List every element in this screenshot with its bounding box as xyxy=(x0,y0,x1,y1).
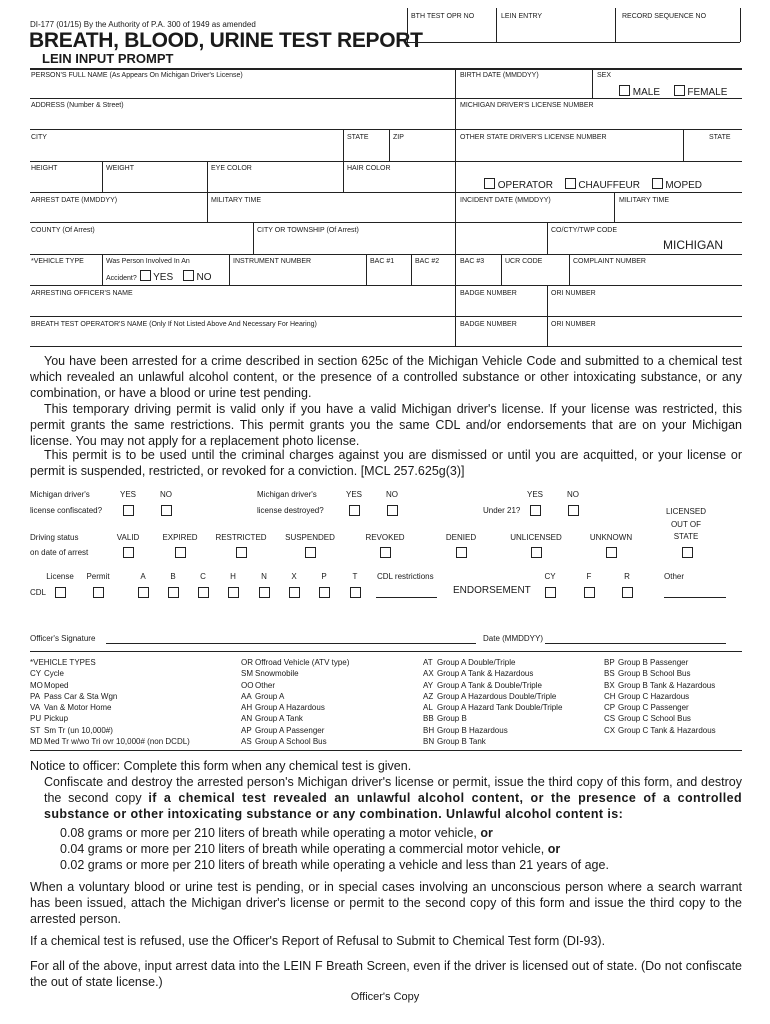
driving-status-label-2: on date of arrest xyxy=(30,548,89,557)
height-label: HEIGHT xyxy=(31,165,58,172)
endorse-f-label: F xyxy=(586,572,592,581)
moped-checkbox[interactable] xyxy=(652,178,663,189)
endorse-other-label: Other xyxy=(664,572,685,581)
code-desc: Group B xyxy=(437,714,467,724)
code-desc: Group A Double/Triple xyxy=(437,658,516,667)
code-key: CP xyxy=(604,703,616,713)
code-desc: Group B Hazardous xyxy=(437,725,508,735)
cdl-restrictions-input[interactable] xyxy=(376,597,437,598)
ori-label: ORI NUMBER xyxy=(551,290,596,297)
cdl-permit-checkbox[interactable] xyxy=(93,587,104,598)
signature-date-label: Date (MMDDYY) xyxy=(483,634,544,643)
sex-label: SEX xyxy=(597,72,612,79)
status-unknown-checkbox[interactable] xyxy=(606,547,617,558)
code-desc: Group C School Bus xyxy=(618,714,691,724)
bac3-label: BAC #3 xyxy=(460,258,485,265)
status-revoked-label: REVOKED xyxy=(365,533,405,542)
cdl-restrictions-label: CDL restrictions xyxy=(377,572,434,581)
cdl-class-n-label: N xyxy=(261,572,267,581)
state-michigan: MICHIGAN xyxy=(663,238,723,252)
confiscated-no-checkbox[interactable] xyxy=(161,505,172,516)
code-key: SM xyxy=(241,669,253,679)
code-key: BX xyxy=(604,680,615,690)
code-desc: Snowmobile xyxy=(255,669,299,679)
male-checkbox[interactable] xyxy=(619,85,630,96)
notice-paragraph-1: You have been arrested for a crime described in section 625c of the Michigan Vehicle Code and submitted to a chemical test which revealed an unlawful alcohol content, or the presence of a controlled substance or other intoxicating substance, or any combination, or have a blood or urine test pending. xyxy=(30,354,742,400)
code-key: AA xyxy=(241,691,252,701)
code-desc: Group B School Bus xyxy=(618,669,691,679)
cdl-class-n-checkbox[interactable] xyxy=(259,587,270,598)
status-restricted-label: RESTRICTED xyxy=(215,533,267,542)
destroyed-no-checkbox[interactable] xyxy=(387,505,398,516)
status-denied-checkbox[interactable] xyxy=(456,547,467,558)
code-desc: Group A Hazard Tank Double/Triple xyxy=(437,703,563,713)
limit-bold: or xyxy=(480,826,493,840)
accident-options xyxy=(106,270,212,283)
bth-test-opr-label: BTH TEST OPR NO xyxy=(411,13,475,20)
destroyed-no-label: NO xyxy=(386,490,398,499)
code-desc: Offroad Vehicle (ATV type) xyxy=(255,658,350,667)
code-row xyxy=(30,702,190,713)
other-license-label: OTHER STATE DRIVER'S LICENSE NUMBER xyxy=(460,134,607,141)
code-desc: Pickup xyxy=(44,714,69,724)
cdl-class-p-label: P xyxy=(321,572,327,581)
licensed-oos-label: LICENSED OUT OF STATE xyxy=(665,507,706,541)
code-desc: Group A Tank & Double/Triple xyxy=(437,680,542,690)
code-row xyxy=(241,668,349,679)
code-desc: Group A Tank xyxy=(255,714,303,724)
code-row xyxy=(423,680,562,691)
status-valid-checkbox[interactable] xyxy=(123,547,134,558)
cdl-class-a-checkbox[interactable] xyxy=(138,587,149,598)
code-row xyxy=(423,713,562,724)
alcohol-limits xyxy=(60,825,609,873)
vehicle-codes-col2 xyxy=(241,657,349,747)
officer-notice-body xyxy=(44,774,742,822)
county-label: COUNTY (Of Arrest) xyxy=(31,227,95,234)
code-key: OO xyxy=(241,680,254,690)
notice-paragraph-3: This permit is to be used until the criminal charges against you are dismissed or until you are acquitted, or your license or permit is suspended, restricted, or revoked for a conviction. [MCL 257.625g(3)] xyxy=(30,448,742,478)
code-desc: Van & Motor Home xyxy=(44,703,112,713)
limit-text: 0.04 grams or more per 210 liters of breath while operating a commercial motor vehicle, xyxy=(60,842,548,856)
cdl-class-c-label: C xyxy=(200,572,206,581)
code-key: AT xyxy=(423,658,433,667)
code-desc: Group B Tank xyxy=(437,737,486,747)
full-name-label: PERSON'S FULL NAME (As Appears On Michigan Driver's License) xyxy=(31,72,243,79)
cdl-class-x-label: X xyxy=(291,572,297,581)
status-restricted-checkbox[interactable] xyxy=(236,547,247,558)
code-row xyxy=(30,668,190,679)
confiscated-yes-label: YES xyxy=(119,490,137,499)
operator-checkbox[interactable] xyxy=(484,178,495,189)
code-desc: Group C Tank & Hazardous xyxy=(618,725,716,735)
code-desc: Group A Tank & Hazardous xyxy=(437,669,534,679)
code-key: CX xyxy=(604,725,616,735)
code-desc: Group A School Bus xyxy=(255,737,327,747)
code-key: VA xyxy=(30,703,41,713)
code-row xyxy=(241,725,349,736)
zip-label: ZIP xyxy=(393,134,404,141)
code-desc: Med Tr w/wo Tri ovr 10,000# (non DCDL) xyxy=(44,737,190,747)
female-checkbox[interactable] xyxy=(674,85,685,96)
eye-color-label: EYE COLOR xyxy=(211,165,252,172)
code-desc: Other xyxy=(255,680,276,690)
confiscated-label-1: Michigan driver's xyxy=(30,490,90,499)
incident-date-label: INCIDENT DATE (MMDDYY) xyxy=(460,197,551,204)
form-title: BREATH, BLOOD, URINE TEST REPORT xyxy=(29,29,423,52)
officer-notice-para2: When a voluntary blood or urine test is pending, or in special cases involving an unconscious person where a search warrant has been issued, attach the Michigan driver's license or permit to the second copy of this form and issue the third copy to the arrested person. xyxy=(30,880,742,926)
arrest-date-label: ARREST DATE (MMDDYY) xyxy=(31,197,118,204)
bac1-label: BAC #1 xyxy=(370,258,395,265)
vehicle-codes-col3 xyxy=(423,657,562,747)
accident-question-2: Accident? xyxy=(106,275,137,282)
cdl-class-a-label: A xyxy=(140,572,146,581)
code-key: MO xyxy=(30,680,43,690)
endorse-r-label: R xyxy=(624,572,630,581)
officer-signature-line[interactable] xyxy=(106,643,476,644)
female-label: FEMALE xyxy=(687,87,728,98)
signature-divider xyxy=(30,651,742,652)
code-key: OR xyxy=(241,658,253,667)
instrument-label: INSTRUMENT NUMBER xyxy=(233,258,312,265)
accident-no-checkbox[interactable] xyxy=(183,270,194,281)
birth-date-label: BIRTH DATE (MMDDYY) xyxy=(460,72,539,79)
code-row xyxy=(30,736,190,747)
code-row xyxy=(423,691,562,702)
code-row xyxy=(604,680,716,691)
under21-yes-checkbox[interactable] xyxy=(530,505,541,516)
limit-item xyxy=(60,857,609,873)
cdl-class-x-checkbox[interactable] xyxy=(289,587,300,598)
code-row xyxy=(241,702,349,713)
code-row xyxy=(241,691,349,702)
status-unlicensed-checkbox[interactable] xyxy=(531,547,542,558)
code-key: AZ xyxy=(423,691,434,701)
vehicle-types-heading: *VEHICLE TYPES xyxy=(30,658,96,667)
code-row xyxy=(423,702,562,713)
officer-notice-line1-bold: if a chemical test revealed an unlawful alcohol content, or the presence of a controlled substance or other intoxicating substance or any combination. Unlawful alcohol content is: xyxy=(44,791,743,821)
license-type-options xyxy=(484,178,702,191)
code-key: PA xyxy=(30,691,41,701)
code-key: MD xyxy=(30,737,43,747)
full-name-input[interactable] xyxy=(31,80,451,96)
accident-no-label: NO xyxy=(196,272,212,283)
code-key: CY xyxy=(30,669,42,679)
badge2-label: BADGE NUMBER xyxy=(460,321,517,328)
codes-divider xyxy=(30,750,742,751)
chauffeur-checkbox[interactable] xyxy=(565,178,576,189)
code-desc: Group B Tank & Hazardous xyxy=(618,680,716,690)
officer-notice-line1: Confiscate and destroy the arrested person's Michigan driver's license or permit, issue the third copy of this form, and destroy the second copy xyxy=(44,775,742,805)
code-row xyxy=(30,691,190,702)
code-desc: Group A xyxy=(255,691,285,701)
officer-notice-heading: Notice to officer: Complete this form when any chemical test is given. xyxy=(30,759,412,773)
limit-item xyxy=(60,841,609,857)
ucr-label: UCR CODE xyxy=(505,258,543,265)
destroyed-label-1: Michigan driver's xyxy=(257,490,317,499)
weight-label: WEIGHT xyxy=(106,165,134,172)
lein-entry-label: LEIN ENTRY xyxy=(501,13,543,20)
accident-question: Was Person Involved In An xyxy=(106,258,190,265)
cdl-class-h-label: H xyxy=(230,572,236,581)
code-key: AP xyxy=(241,725,252,735)
destroyed-yes-label: YES xyxy=(345,490,363,499)
confiscated-no-label: NO xyxy=(160,490,172,499)
cdl-permit-label: Permit xyxy=(86,572,110,581)
bac2-label: BAC #2 xyxy=(415,258,440,265)
code-key: AL xyxy=(423,703,433,713)
incident-military-time-label: MILITARY TIME xyxy=(619,197,670,204)
code-row xyxy=(241,736,349,747)
co-cty-twp-label: CO/CTY/TWP CODE xyxy=(551,227,617,234)
cdl-class-p-checkbox[interactable] xyxy=(319,587,330,598)
vehicle-codes-col1 xyxy=(30,657,190,747)
limit-item xyxy=(60,825,609,841)
destroyed-yes-checkbox[interactable] xyxy=(349,505,360,516)
cdl-class-b-label: B xyxy=(170,572,176,581)
code-row xyxy=(241,713,349,724)
code-row xyxy=(604,713,716,724)
code-row xyxy=(30,725,190,736)
cdl-label: CDL xyxy=(30,588,47,597)
code-key: AH xyxy=(241,703,253,713)
cdl-class-c-checkbox[interactable] xyxy=(198,587,209,598)
vehicle-codes-col4 xyxy=(604,657,716,736)
endorse-cy-label: CY xyxy=(544,572,556,581)
confiscated-label-2: license confiscated? xyxy=(30,506,103,515)
cdl-class-b-checkbox[interactable] xyxy=(168,587,179,598)
code-desc: Pass Car & Sta Wgn xyxy=(44,691,118,701)
complaint-label: COMPLAINT NUMBER xyxy=(573,258,646,265)
code-row xyxy=(30,680,190,691)
vehicle-type-label: *VEHICLE TYPE xyxy=(31,258,84,265)
endorsement-label: ENDORSEMENT xyxy=(453,585,531,596)
code-desc: Sm Tr (un 10,000#) xyxy=(44,725,113,735)
endorse-other-input[interactable] xyxy=(664,597,726,598)
confiscated-yes-checkbox[interactable] xyxy=(123,505,134,516)
code-key: AY xyxy=(423,680,434,690)
status-expired-checkbox[interactable] xyxy=(175,547,186,558)
accident-yes-checkbox[interactable] xyxy=(140,270,151,281)
code-key: ST xyxy=(30,725,41,735)
code-key: BS xyxy=(604,669,615,679)
operator-label: OPERATOR xyxy=(497,180,553,191)
code-row xyxy=(241,680,349,691)
code-row xyxy=(241,657,349,668)
code-row xyxy=(423,725,562,736)
ori2-label: ORI NUMBER xyxy=(551,321,596,328)
city-label: CITY xyxy=(31,134,47,141)
male-label: MALE xyxy=(632,87,661,98)
cdl-class-t-label: T xyxy=(352,572,358,581)
under21-no-checkbox[interactable] xyxy=(568,505,579,516)
code-desc: Group A Hazardous xyxy=(255,703,325,713)
status-unlicensed-label: UNLICENSED xyxy=(510,533,562,542)
hair-color-label: HAIR COLOR xyxy=(347,165,391,172)
chauffeur-label: CHAUFFEUR xyxy=(578,180,640,191)
code-row xyxy=(604,702,716,713)
code-key: PU xyxy=(30,714,42,724)
endorse-f-checkbox[interactable] xyxy=(584,587,595,598)
arresting-officer-label: ARRESTING OFFICER'S NAME xyxy=(31,290,133,297)
military-time-label: MILITARY TIME xyxy=(211,197,262,204)
notice-paragraph-2: This temporary driving permit is valid only if you have a valid Michigan driver's license. If your license was restricted, this permit grants the same restrictions. This permit grants you the same CDL and/or endorsements that are on your Michigan license. You may not apply for a replacement photo license. xyxy=(30,402,742,448)
code-desc: Moped xyxy=(44,680,69,690)
record-sequence-label: RECORD SEQUENCE NO xyxy=(622,13,707,20)
code-desc: Group C Passenger xyxy=(618,703,689,713)
code-key: CH xyxy=(604,691,616,701)
destroyed-label-2: license destroyed? xyxy=(257,506,324,515)
code-key: BN xyxy=(423,737,435,747)
code-desc: Group B Passenger xyxy=(618,658,689,667)
endorse-r-checkbox[interactable] xyxy=(622,587,633,598)
bt-operator-label: BREATH TEST OPERATOR'S NAME (Only If Not Listed Above And Necessary For Hearing) xyxy=(31,321,317,328)
code-row xyxy=(30,713,190,724)
status-expired-label: EXPIRED xyxy=(162,533,198,542)
state-label: STATE xyxy=(347,134,369,141)
cdl-license-checkbox[interactable] xyxy=(55,587,66,598)
code-row xyxy=(604,725,716,736)
code-row xyxy=(423,657,562,668)
limit-text: 0.02 grams or more per 210 liters of breath while operating a vehicle and less than 21 years of age. xyxy=(60,858,609,872)
status-unknown-label: UNKNOWN xyxy=(589,533,633,542)
status-valid-label: VALID xyxy=(116,533,140,542)
status-revoked-checkbox[interactable] xyxy=(380,547,391,558)
under21-no-label: NO xyxy=(567,490,579,499)
form-id: DI-177 (01/15) By the Authority of P.A. 300 of 1949 as amended xyxy=(30,20,256,29)
code-row xyxy=(423,668,562,679)
code-row xyxy=(604,691,716,702)
limit-bold: or xyxy=(547,842,561,856)
code-desc: Group A Hazardous Double/Triple xyxy=(437,691,557,701)
code-key: BH xyxy=(423,725,435,735)
signature-date-line[interactable] xyxy=(545,643,726,644)
code-key: BP xyxy=(604,658,615,667)
mi-license-label: MICHIGAN DRIVER'S LICENSE NUMBER xyxy=(460,102,594,109)
under21-label: Under 21? xyxy=(483,506,521,515)
limit-text: 0.08 grams or more per 210 liters of breath while operating a motor vehicle, xyxy=(60,826,481,840)
code-desc: Group C Hazardous xyxy=(618,691,690,701)
status-suspended-label: SUSPENDED xyxy=(285,533,335,542)
cdl-class-h-checkbox[interactable] xyxy=(228,587,239,598)
code-key: AS xyxy=(241,737,252,747)
officer-notice-para3: If a chemical test is refused, use the Officer's Report of Refusal to Submit to Chemical Test form (DI-93). xyxy=(30,934,606,948)
endorse-cy-checkbox[interactable] xyxy=(545,587,556,598)
code-key: AX xyxy=(423,669,434,679)
driving-status-label-1: Driving status xyxy=(30,533,79,542)
sex-options xyxy=(619,85,727,98)
code-key: AN xyxy=(241,714,253,724)
footer-copy-label: Officer's Copy xyxy=(350,991,420,1003)
code-key: CS xyxy=(604,714,616,724)
under21-yes-label: YES xyxy=(526,490,544,499)
cdl-class-t-checkbox[interactable] xyxy=(350,587,361,598)
officer-notice-para4: For all of the above, input arrest data into the LEIN F Breath Screen, even if the driver is licensed out of state. (Do not confiscate the out of state license.) xyxy=(30,959,742,989)
address-label: ADDRESS (Number & Street) xyxy=(31,102,124,109)
officer-signature-label: Officer's Signature xyxy=(30,634,96,643)
cdl-license-label: License xyxy=(46,572,74,581)
code-desc: Cycle xyxy=(44,669,65,679)
accident-yes-label: YES xyxy=(153,272,174,283)
moped-label: MOPED xyxy=(665,180,703,191)
code-row xyxy=(423,736,562,747)
city-twp-label: CITY OR TOWNSHIP (Of Arrest) xyxy=(257,227,359,234)
status-denied-label: DENIED xyxy=(445,533,477,542)
licensed-oos-checkbox[interactable] xyxy=(682,547,693,558)
code-row xyxy=(604,668,716,679)
code-row xyxy=(604,657,716,668)
form-subtitle: LEIN INPUT PROMPT xyxy=(42,51,174,66)
code-key: BB xyxy=(423,714,434,724)
status-suspended-checkbox[interactable] xyxy=(305,547,316,558)
badge-label: BADGE NUMBER xyxy=(460,290,517,297)
code-desc: Group A Passenger xyxy=(255,725,325,735)
other-state-label: STATE xyxy=(709,134,731,141)
